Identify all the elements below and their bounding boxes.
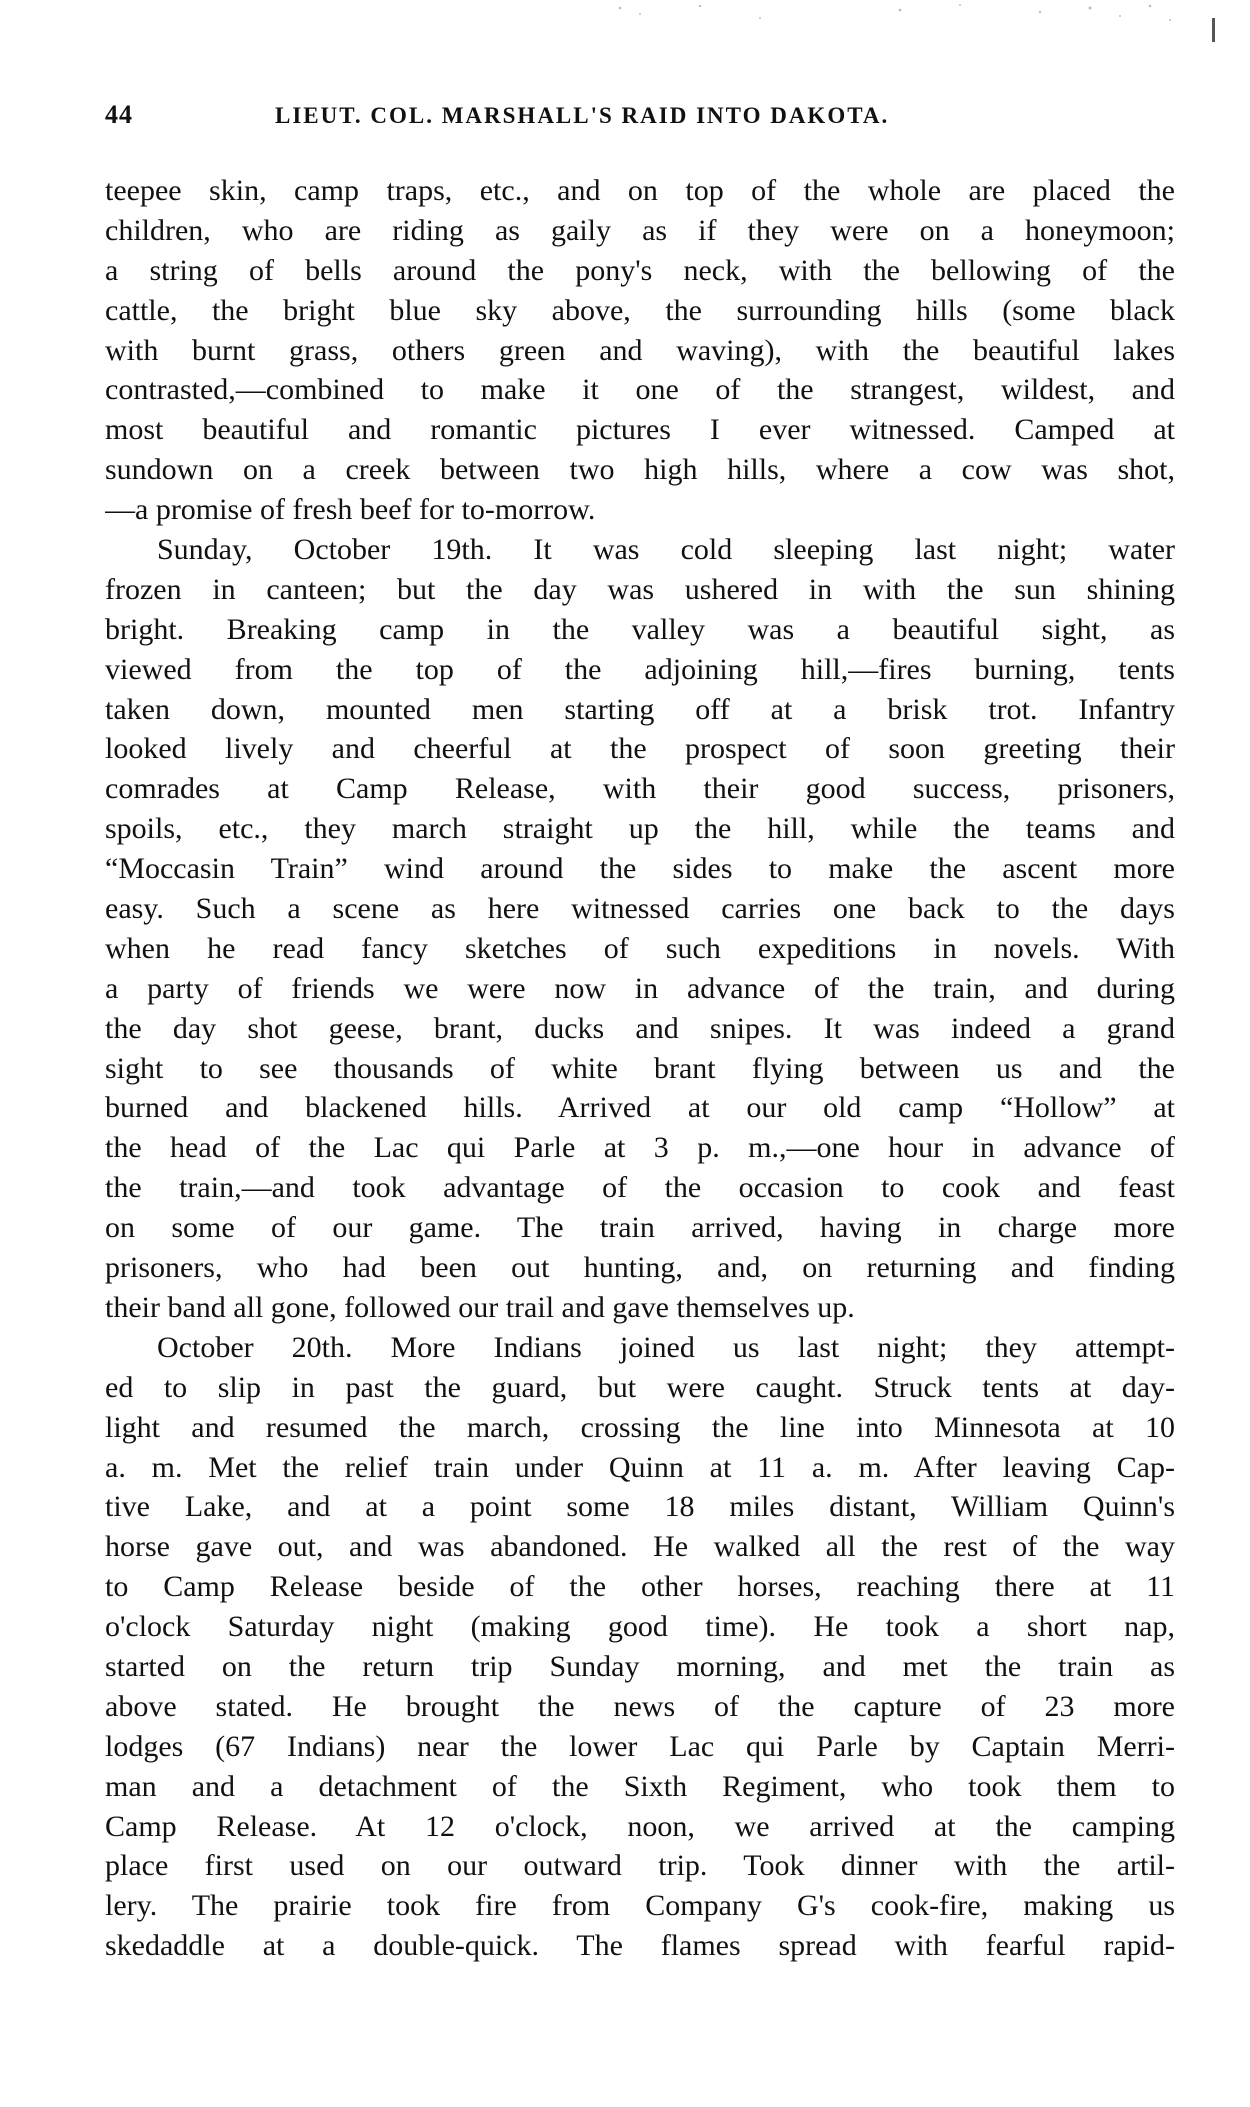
text-line: the train,—and took advantage of the occasion to cook and feast: [105, 1171, 1175, 1205]
text-line: contrasted,—combined to make it one of the strangest, wildest, and: [105, 373, 1175, 407]
text-line: light and resumed the march, crossing the line into Minnesota at 10: [105, 1410, 1175, 1444]
running-head: LIEUT. COL. MARSHALL'S RAID INTO DAKOTA.: [275, 103, 890, 128]
page-number: 44: [105, 100, 133, 129]
text-line: looked lively and cheerful at the prospect of soon greeting their: [105, 732, 1175, 766]
text-line: lery. The prairie took fire from Company G's cook-fire, making us: [105, 1889, 1175, 1923]
text-line: frozen in canteen; but the day was ushered in with the sun shining: [105, 572, 1175, 606]
text-line: when he read fancy sketches of such expeditions in novels. With: [105, 931, 1175, 965]
text-line: teepee skin, camp traps, etc., and on top of the whole are placed the: [105, 174, 1175, 207]
text-line: taken down, mounted men starting off at a brisk trot. Infantry: [105, 692, 1175, 726]
text-line: started on the return trip Sunday morning, and met the train as: [105, 1649, 1175, 1683]
text-line: lodges (67 Indians) near the lower Lac qui Parle by Captain Merri-: [105, 1729, 1175, 1763]
text-line: above stated. He brought the news of the capture of 23 more: [105, 1689, 1175, 1723]
text-line: the head of the Lac qui Parle at 3 p. m.,—one hour in advance of: [105, 1131, 1175, 1165]
text-line: —a promise of fresh beef for to-morrow.: [105, 493, 596, 527]
text-line: with burnt grass, others green and waving), with the beautiful lakes: [105, 333, 1175, 367]
text-line: Sunday, October 19th. It was cold sleeping last night; water: [157, 533, 1175, 567]
text-line: a. m. Met the relief train under Quinn at 11 a. m. After leaving Cap-: [105, 1450, 1175, 1484]
text-line: burned and blackened hills. Arrived at our old camp “Hollow” at: [105, 1091, 1175, 1125]
text-line: tive Lake, and at a point some 18 miles distant, William Quinn's: [105, 1490, 1175, 1524]
text-line: skedaddle at a double-quick. The flames spread with fearful rapid-: [105, 1929, 1175, 1963]
scan-edge-marks: [0, 0, 1250, 60]
text-line: children, who are riding as gaily as if they were on a honeymoon;: [105, 213, 1175, 247]
text-line: prisoners, who had been out hunting, and, on returning and finding: [105, 1251, 1175, 1285]
body-text: [105, 171, 1175, 1966]
text-line: their band all gone, followed our trail and gave themselves up.: [105, 1290, 855, 1324]
text-line: spoils, etc., they march straight up the hill, while the teams and: [105, 812, 1175, 846]
text-line: Camp Release. At 12 o'clock, noon, we arrived at the camping: [105, 1809, 1175, 1843]
text-line: ed to slip in past the guard, but were caught. Struck tents at day-: [105, 1370, 1175, 1404]
text-line: easy. Such a scene as here witnessed carries one back to the days: [105, 892, 1175, 926]
text-line: the day shot geese, brant, ducks and snipes. It was indeed a grand: [105, 1011, 1175, 1045]
text-line: most beautiful and romantic pictures I ever witnessed. Camped at: [105, 413, 1175, 447]
text-line: man and a detachment of the Sixth Regiment, who took them to: [105, 1769, 1175, 1803]
text-line: October 20th. More Indians joined us last night; they attempt-: [157, 1330, 1175, 1364]
text-line: a string of bells around the pony's neck, with the bellowing of the: [105, 253, 1175, 287]
text-line: place first used on our outward trip. Took dinner with the artil-: [105, 1849, 1175, 1883]
text-line: o'clock Saturday night (making good time). He took a short nap,: [105, 1610, 1175, 1644]
text-line: “Moccasin Train” wind around the sides to make the ascent more: [105, 852, 1175, 886]
text-line: sundown on a creek between two high hills, where a cow was shot,: [105, 453, 1175, 487]
text-line: cattle, the bright blue sky above, the surrounding hills (some black: [105, 293, 1175, 327]
text-line: sight to see thousands of white brant flying between us and the: [105, 1051, 1175, 1085]
text-line: bright. Breaking camp in the valley was a beautiful sight, as: [105, 612, 1175, 646]
page-header: [105, 100, 1175, 140]
text-line: on some of our game. The train arrived, having in charge more: [105, 1211, 1175, 1245]
text-line: viewed from the top of the adjoining hill,—fires burning, tents: [105, 652, 1175, 686]
text-line: horse gave out, and was abandoned. He walked all the rest of the way: [105, 1530, 1175, 1564]
text-line: comrades at Camp Release, with their good success, prisoners,: [105, 772, 1175, 806]
text-line: a party of friends we were now in advance of the train, and during: [105, 971, 1175, 1005]
text-line: to Camp Release beside of the other horses, reaching there at 11: [105, 1570, 1175, 1604]
